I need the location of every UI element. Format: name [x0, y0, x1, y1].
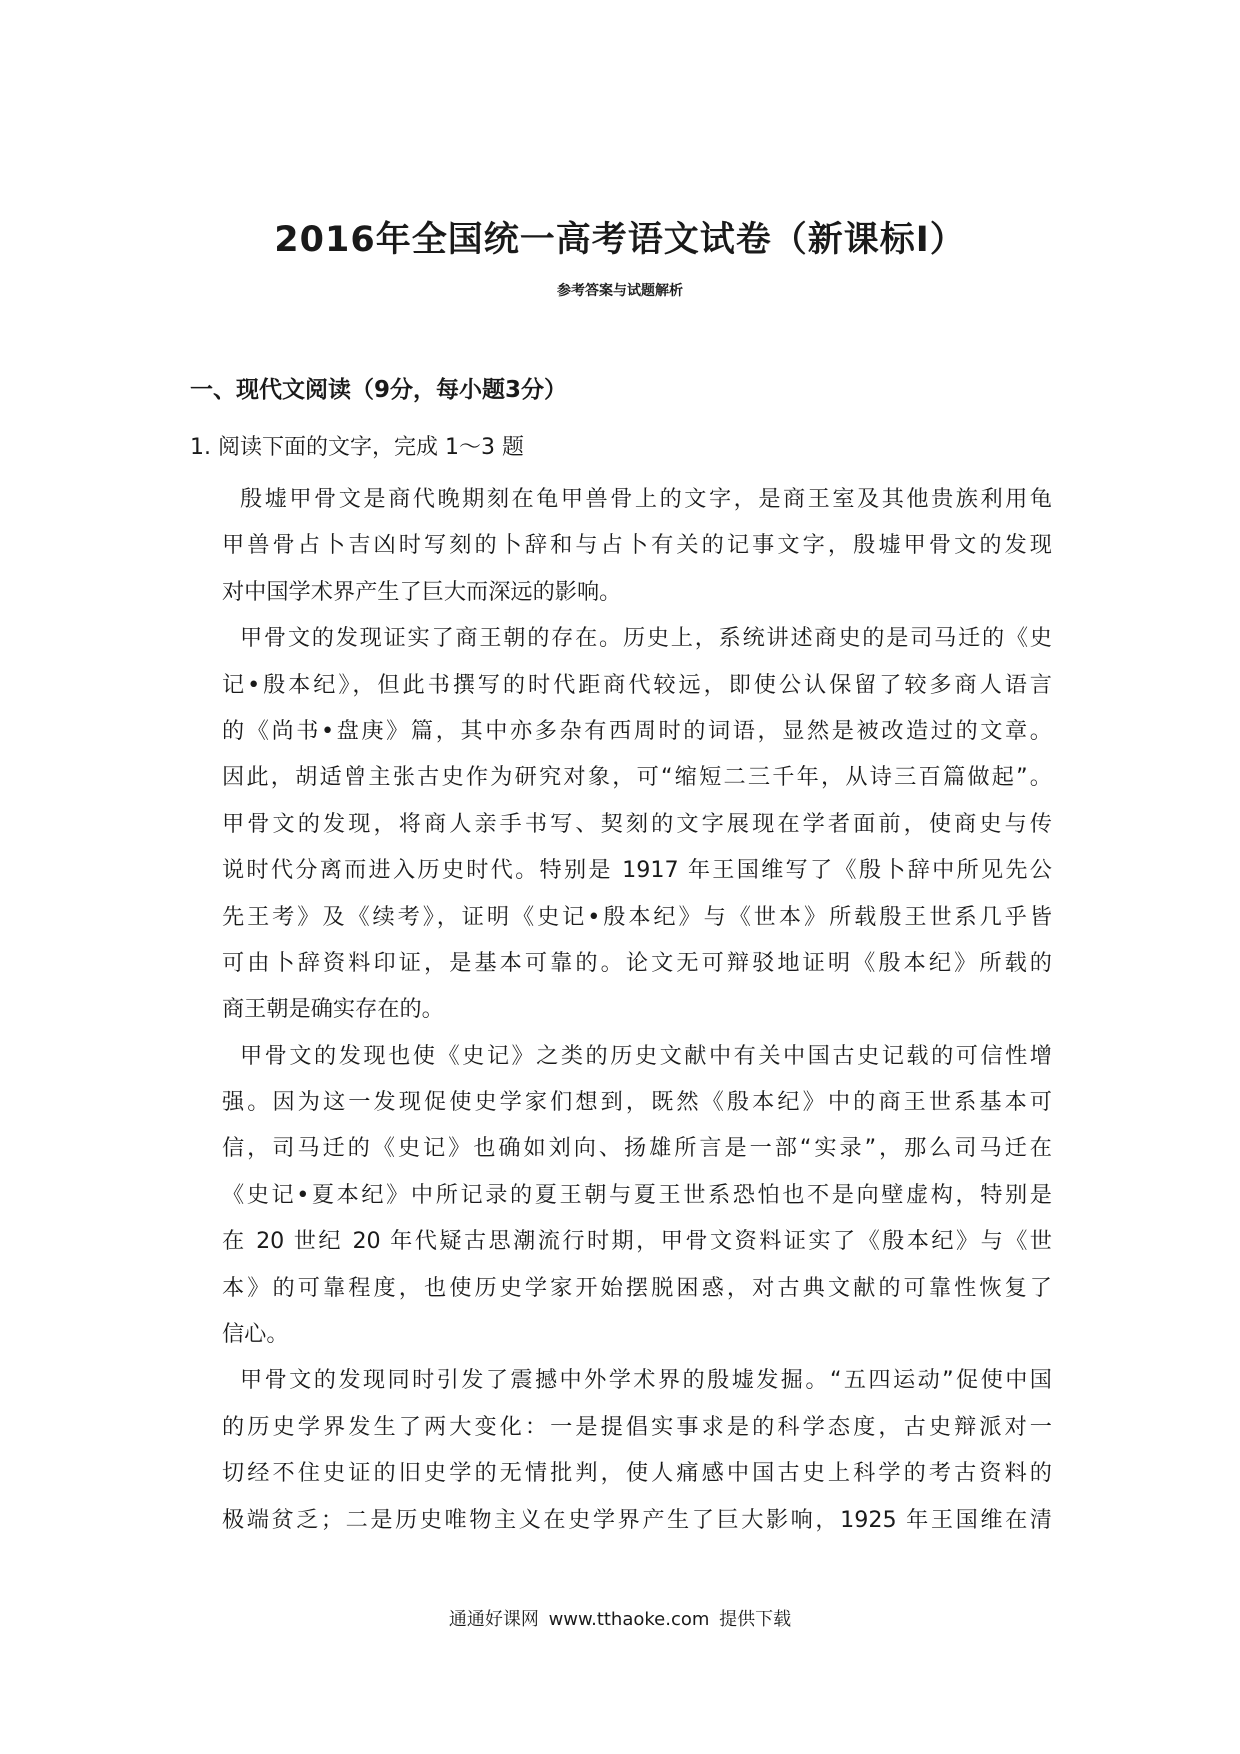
passage-line: 殷墟甲骨文是商代晚期刻在龟甲兽骨上的文字，是商王室及其他贵族利用龟: [240, 486, 1052, 512]
page-footer: 通通好课网 www.tthaoke.com 提供下载: [448, 1609, 792, 1630]
reading-passage: [222, 476, 1052, 1543]
passage-line: 信，司马迁的《史记》也确如刘向、扬雄所言是一部“实录”，那么司马迁在: [222, 1135, 1052, 1162]
passage-line: 的《尚书•盘庚》篇，其中亦多杂有西周时的词语，显然是被改造过的文章。: [222, 717, 1052, 744]
passage-line: 极端贫乏；二是历史唯物主义在史学界产生了巨大影响，1925 年王国维在清: [222, 1506, 1052, 1533]
passage-line: 切经不住史证的旧史学的无情批判，使人痛感中国古史上科学的考古资料的: [222, 1460, 1052, 1487]
passage-line: 在 20 世纪 20 年代疑古思潮流行时期，甲骨文资料证实了《殷本纪》与《世: [222, 1228, 1052, 1255]
passage-line: 本》的可靠程度，也使历史学家开始摆脱困惑，对古典文献的可靠性恢复了: [222, 1274, 1052, 1301]
passage-line: 甲骨文的发现，将商人亲手书写、契刻的文字展现在学者面前，使商史与传: [222, 810, 1052, 837]
passage-line: 甲兽骨占卜吉凶时写刻的卜辞和与占卜有关的记事文字，殷墟甲骨文的发现: [222, 532, 1052, 559]
passage-line: 对中国学术界产生了巨大而深远的影响。: [222, 578, 622, 605]
passage-line: 可由卜辞资料印证，是基本可靠的。论文无可辩驳地证明《殷本纪》所载的: [222, 949, 1052, 976]
passage-line: 因此，胡适曾主张古史作为研究对象，可“缩短二三千年，从诗三百篇做起”。: [222, 764, 1052, 791]
passage-line: 甲骨文的发现证实了商王朝的存在。历史上，系统讲述商史的是司马迁的《史: [240, 625, 1052, 652]
passage-line: 甲骨文的发现同时引发了震撼中外学术界的殷墟发掘。“五四运动”促使中国: [240, 1367, 1052, 1394]
passage-line: 商王朝是确实存在的。: [222, 996, 444, 1023]
passage-line: 信心。: [222, 1321, 289, 1348]
passage-line: 先王考》及《续考》，证明《史记•殷本纪》与《世本》所载殷王世系几乎皆: [222, 903, 1052, 930]
passage-line: 记•殷本纪》，但此书撰写的时代距商代较远，即使公认保留了较多商人语言: [222, 671, 1052, 698]
passage-line: 说时代分离而进入历史时代。特别是 1917 年王国维写了《殷卜辞中所见先公: [222, 857, 1052, 884]
passage-line: 强。因为这一发现促使史学家们想到，既然《殷本纪》中的商王世系基本可: [222, 1089, 1052, 1116]
question-prompt: 1. 阅读下面的文字，完成 1〜3 题: [190, 435, 524, 460]
page-title: 2016年全国统一高考语文试卷（新课标Ⅰ）: [274, 220, 966, 260]
passage-line: 甲骨文的发现也使《史记》之类的历史文献中有关中国古史记载的可信性增: [240, 1042, 1052, 1069]
section-heading: 一、现代文阅读（9分，每小题3分）: [190, 377, 568, 403]
passage-line: 《史记•夏本纪》中所记录的夏王朝与夏王世系恐怕也不是向壁虚构，特别是: [222, 1181, 1052, 1208]
passage-line: 的历史学界发生了两大变化：一是提倡实事求是的科学态度，古史辩派对一: [222, 1413, 1052, 1440]
page-subtitle: 参考答案与试题解析: [557, 283, 683, 299]
